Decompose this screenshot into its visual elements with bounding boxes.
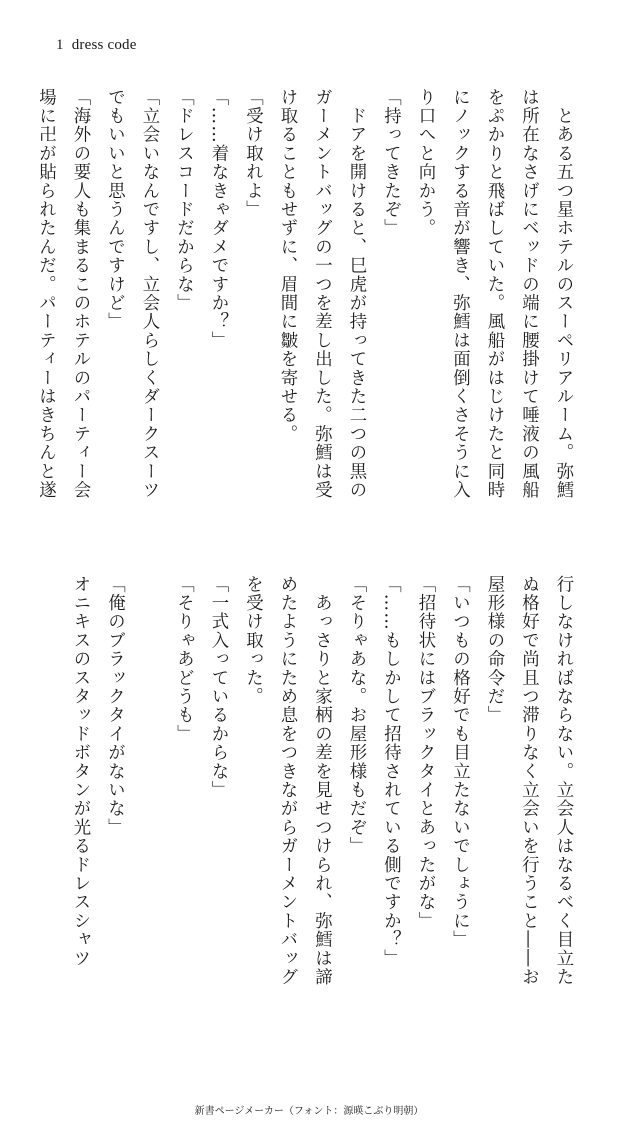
text-line: 屋形様の命令だ」: [484, 575, 504, 725]
text-line: 「一式入っているからな」: [208, 575, 228, 800]
text-line: ドアを開けると、巳虎が持ってきた二つの黒の: [346, 88, 366, 500]
text-line: 行しなければならない。立会人はなるべく目立た: [553, 575, 573, 987]
text-line: 「……もしかして招待されている側ですか？」: [380, 575, 401, 968]
footer-credit: 新書ページメーカー（フォント：源暎こぶり明朝）: [194, 1106, 424, 1117]
text-line: 「受け取れよ」: [242, 88, 263, 219]
text-line: 「……着なきゃダメですか？」: [208, 88, 228, 350]
text-line: オニキスのスタッドボタンが光るドレスシャツ: [70, 575, 90, 968]
text-line: 「そりゃあどうも」: [173, 575, 194, 744]
text-line: でもいいと思うんですけど」: [104, 88, 125, 332]
text-line: あっさりと家柄の差を見せつけられ、弥鱈は諦: [311, 575, 332, 987]
text-line: 「いつもの格好でも目立たないでしょうに」: [449, 575, 470, 949]
text-line: ガーメントバッグの一つを差し出した。弥鱈は受: [311, 88, 332, 500]
text-line: 「海外の要人も集まるこのホテルのパーティー会: [70, 88, 90, 500]
text-block-lower: [50, 575, 580, 1005]
blank-line: [132, 575, 167, 1005]
text-line: とある五つ星ホテルのスーペリアルーム。弥鱈: [553, 88, 573, 500]
text-line: 「立会いなんですし、立会人らしくダークスーツ: [139, 88, 159, 500]
text-line: は所在なさげにベッドの端に腰掛けて唾液の風船: [518, 88, 539, 500]
text-line: を受け取った。: [242, 575, 263, 706]
text-line: り口へと向かう。: [415, 88, 435, 238]
text-block-upper: [35, 88, 580, 518]
text-line: 場に卍が貼られたんだ。パーティーはきちんと遂: [35, 88, 56, 500]
page-header: [56, 37, 137, 54]
text-line: 「持ってきたぞ」: [380, 88, 401, 238]
text-line: 「俺のブラックタイがないな」: [104, 575, 125, 837]
text-line: めたようにため息をつきながらガーメントバッグ: [277, 575, 297, 987]
text-line: け取ることもせずに、眉間に皺を寄せる。: [277, 88, 297, 444]
text-line: にノックする音が響き、弥鱈は面倒くさそうに入: [449, 88, 470, 500]
text-line: 「そりゃあな。お屋形様もだぞ」: [346, 575, 366, 856]
chapter-title: dress code: [71, 37, 137, 53]
page-number: 1: [56, 37, 64, 53]
text-line: 「招待状にはブラックタイとあったがな」: [415, 575, 435, 931]
text-line: をぷかりと飛ばしていた。風船がはじけたと同時: [484, 88, 504, 500]
text-line: ぬ格好で尚且つ滞りなく立会いを行うこと――お: [518, 575, 539, 987]
text-line: 「ドレスコードだからな」: [173, 88, 194, 313]
